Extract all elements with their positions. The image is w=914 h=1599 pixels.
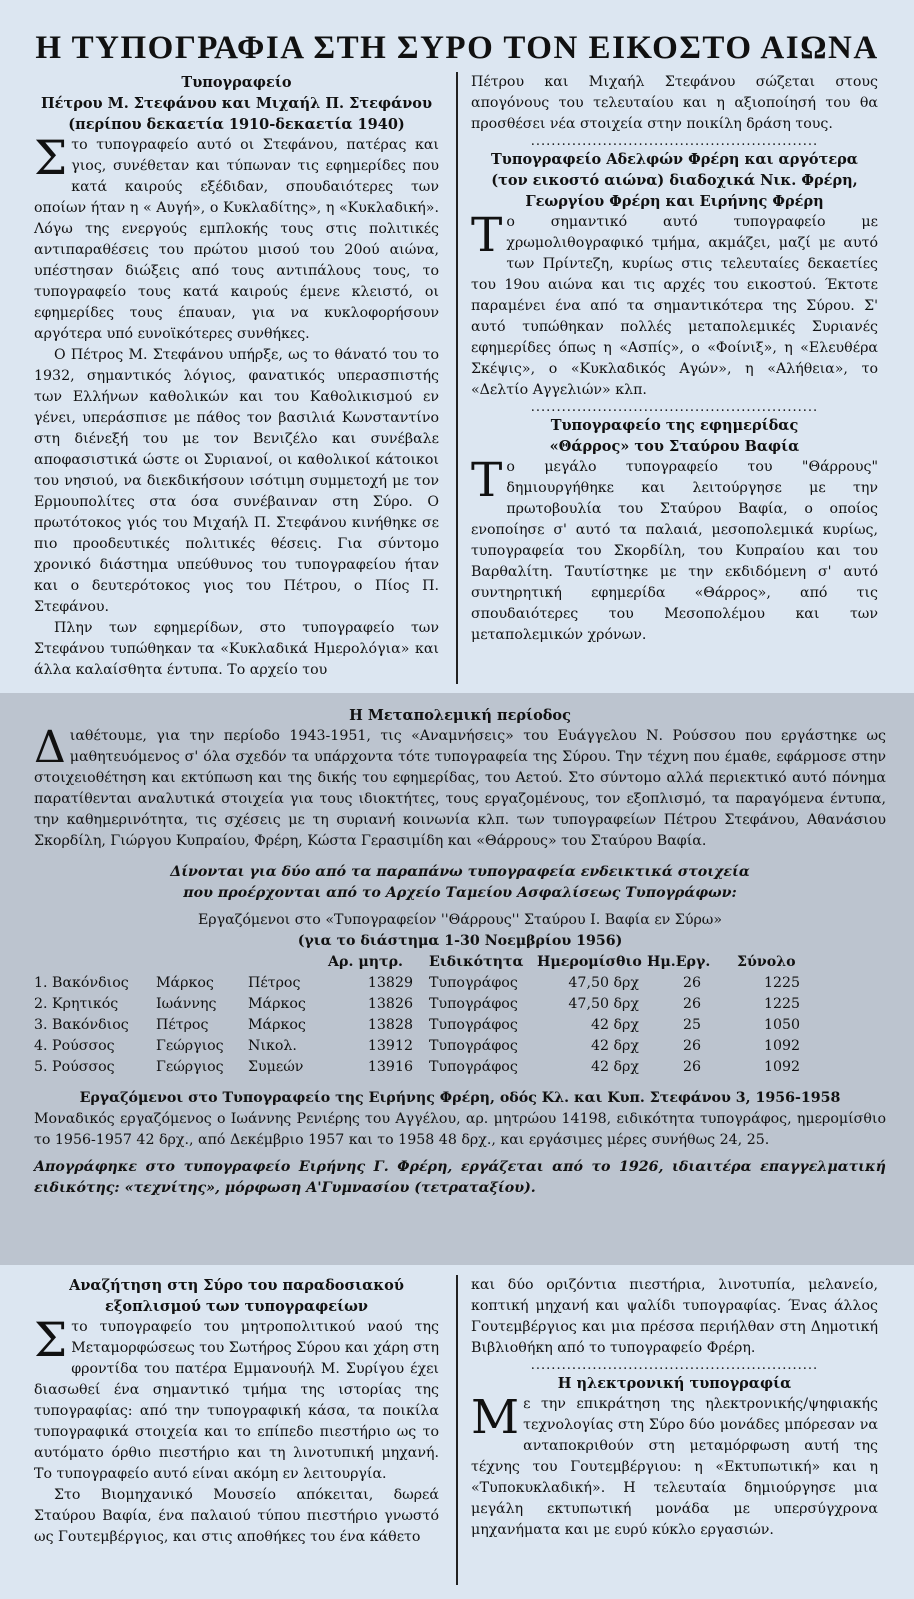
table-cell: 42 δρχ (590, 1038, 639, 1054)
table-cell: Μάρκος (248, 1017, 306, 1033)
drop-cap: Σ (34, 1313, 68, 1368)
paragraph: Με την επικράτηση της ηλεκτρονικής/ψηφιακής τεχνολογίας στη Σύρο δύο μονάδες μπόρεσαν να ανταποκριθούν στη μεταμόρφωση αυτή της τέχνης του Γουτεμβέργιου: η «Εκτυπωτική» και η «Τυποκυκλαδική». Η τελευταία δημιούργησε μια μεγάλη εκτυπωτική μονάδα με υπερσύγχρονα μηχανήματα και με ευρύ κύκλο εργασιών. (471, 1390, 878, 1538)
separator-dots: ........................................................ (530, 134, 819, 149)
table-row (34, 1057, 827, 1078)
intro-line: Δίνονται για δύο από τα παραπάνω τυπογραφεία ενδεικτικά στοιχεία (170, 864, 750, 880)
section-heading: Η ηλεκτρονική τυπογραφία (557, 1375, 792, 1392)
column-header: Σύνολο (737, 954, 796, 970)
separator-dots: ........................................................ (530, 400, 819, 415)
paragraph: Πέτρου και Μιχαήλ Στεφάνου σώζεται στους απογόνους του τελευταίου και η αξιοποίησή του θα προσθέσει νέα στοιχεία στην ποικίλη δράση τους. (471, 74, 878, 132)
table-cell: 26 (682, 996, 702, 1012)
table-cell: 13826 (367, 996, 413, 1012)
table-cell: Γεώργιος (156, 1038, 224, 1054)
table-cell: 1050 (763, 1017, 801, 1033)
column-header: Ειδικότητα (429, 954, 524, 970)
drop-cap: Τ (471, 453, 503, 508)
table-title: Εργαζόμενοι στο «Τυπογραφείον ''Θάρρους'' Σταύρου Ι. Βαφία εν Σύρω» (197, 912, 723, 928)
section-heading: Γεωργίου Φρέρη και Ειρήνης Φρέρη (525, 193, 824, 210)
table-cell: Τυπογράφος (429, 996, 518, 1012)
paragraph: Μοναδικός εργαζόμενος ο Ιωάννης Ρενιέρης του Αγγέλου, αρ. μητρώου 14198, ειδικότητα τυπογράφος, ημερομίσθιο το 1956-1957 42 δρχ., από Δεκέμβριο 1957 και το 1958 48 δρχ., και εργάσιμες μέρες συνήθως 24, 25. (34, 1111, 886, 1148)
table-cell: 26 (682, 1059, 702, 1075)
table-cell: 26 (682, 975, 702, 991)
table-cell: Νικολ. (248, 1038, 297, 1054)
table-cell: 47,50 δρχ (568, 975, 639, 991)
table-cell: 13828 (367, 1017, 413, 1033)
section-heading: Τυπογραφείο της εφημερίδας (550, 417, 799, 434)
note: Απογράφηκε στο τυπογραφείο Ειρήνης Γ. Φρέρη, εργάζεται από το 1926, ιδιαιτέρα επαγγελματική ειδικότης: «τεχνίτης», μόρφωση Α'Γυμνασίου (τετραταξίου). (34, 1159, 886, 1196)
table-cell: Πέτρος (156, 1017, 209, 1033)
table-cell: Τυπογράφος (429, 1017, 518, 1033)
column-header: Ημ.Εργ. (647, 954, 711, 970)
section-stefanou (34, 72, 439, 681)
table-cell: 1225 (763, 996, 801, 1012)
drop-cap: Σ (34, 131, 68, 186)
table-cell: Μάρκος (248, 996, 306, 1012)
table-cell: Πέτρος (248, 975, 301, 991)
table-cell: 42 δρχ (590, 1059, 639, 1075)
table-cell: 13829 (367, 975, 413, 991)
table-cell: Συμεών (248, 1059, 304, 1075)
section-frere-tharros (471, 72, 878, 646)
column-divider (456, 1275, 458, 1585)
paragraph: και δύο οριζόντια πιεστήρια, λινοτυπία, μελανείο, κοπτική μηχανή και ψαλίδι τυπογραφίας. Ένας άλλος Γουτεμβέργιος και μια πρέσσα περιήλθαν στη Δημοτική Βιβλιοθήκη από το τυπογραφείο Φρέρη. (471, 1277, 878, 1356)
section-heading: (τον εικοστό αιώνα) διαδοχικά Νικ. Φρέρη, (491, 172, 858, 189)
table-cell: 1. Βακόνδιος (34, 975, 129, 991)
table-subtitle: (για το διάστημα 1-30 Νοεμβρίου 1956) (297, 933, 623, 949)
paragraph: Ο Πέτρος Μ. Στεφάνου υπήρξε, ως το θάνατό του το 1932, σημαντικός λόγιος, φανατικός υπερασπιστής των Ελλήνων καθολικών και του Καθολικισμού εν γένει, υπεράσπισε με πάθος τον βασιλιά Κωνσταντίνο στη διένεξή του με τον Βενιζέλο και συνέβαλε αποφασιστικά ώστε οι Συριανοί, οι καθολικοί κάτοικοι του νησιού, να διεκδικήσουν ισότιμη συμμετοχή με τον Ερμουπολίτες στα όσα συνέβαιναν στη Σύρο. Ο πρωτότοκος γιός του Μιχαήλ Π. Στεφάνου κινήθηκε σε πιο προοδευτικές πολιτικές θέσεις. Για σύντομο χρονικό διάστημα υπεύθυνος του τυπογραφείου ήταν και ο δευτερότοκος γιος του Πέτρου, ο Πίος Π. Στεφάνου. (34, 347, 439, 615)
table-cell: Τυπογράφος (429, 1038, 518, 1054)
paragraph: Διαθέτουμε, για την περίοδο 1943-1951, τις «Αναμνήσεις» του Ευάγγελου Ν. Ρούσσου που εργάστηκε ως μαθητευόμενος σ' όλα σχεδόν τα υπάρχοντα τότε τυπογραφεία της Σύρου. Την τέχνη που έμαθε, εφάρμοσε στην στοιχειοθέτηση και εκτύπωση και της δικής του εφημερίδας, του Αετού. Στο σύντομο αλλά περιεκτικό αυτό πόνημα παρατίθενται αναλυτικά στοιχεία για τους ιδιοκτήτες, τους εργαζομένους, τον εξοπλισμό, τα παραγόμενα έντυπα, την καθημερινότητα, τις σχέσεις με τη συριανή κοινωνία κλπ. των τυπογραφείων Πέτρου Στεφάνου, Αθανάσιου Σκορδίλη, Γιώργου Κυπραίου, Φρέρη, Κώστα Γερασιμίδη και «Θάρρους» του Σταύρου Βαφία. (34, 722, 886, 849)
drop-cap: Τ (471, 208, 503, 263)
table-header-row (34, 952, 827, 973)
paragraph: Στο τυπογραφείο του μητροπολιτικού ναού της Μεταμορφώσεως του Σωτήρος Σύρου και χάρη στη φροντίδα του πατέρα Εμμανουήλ Μ. Συρίγου έχει διασωθεί ένα σημαντικό τμήμα της ιστορίας της τυπογραφίας: από την τυπογραφική κάσα, τα ποικίλα τυπογραφικά στοιχεία και το επίπεδο πιεστήριο ως το αυτόματο όρθιο πιεστήριο και τη λινοτυπική μηχανή. Το τυπογραφείο αυτό είναι ακόμη εν λειτουργία. (34, 1313, 439, 1482)
table-cell: 25 (682, 1017, 702, 1033)
table-cell: 5. Ρούσσος (34, 1059, 115, 1075)
section-heading: «Θάρρος» του Σταύρου Βαφία (549, 438, 800, 455)
table-row (34, 973, 827, 994)
table-cell: 47,50 δρχ (568, 996, 639, 1012)
column-divider (456, 72, 458, 684)
column-header: Αρ. μητρ. (328, 954, 403, 970)
table-cell: 13912 (367, 1038, 413, 1054)
table-cell: 2. Κρητικός (34, 996, 119, 1012)
table-cell: 1225 (763, 975, 801, 991)
section-heading: Η Μεταπολεμική περίοδος (349, 707, 571, 724)
table-cell: 13916 (367, 1059, 413, 1075)
section-heading: Αναζήτηση στη Σύρο του παραδοσιακού (69, 1277, 404, 1294)
section-equipment (34, 1275, 439, 1548)
paragraph: Στο τυπογραφείο αυτό οι Στεφάνου, πατέρας και γιος, συνέθεταν και τύπωναν τις εφημερίδες που κατά καιρούς εξέδιδαν, σπουδαιότερες των οποίων ήταν η « Αυγή», ο Κυκλαδίτης», η «Κυκλαδική». Λόγω της ενεργούς εμπλοκής τους στις πολιτικές αντιπαραθέσεις του πρώτου μισού του 20ού αιώνα, υπέστησαν διώξεις από τους αντιπάλους τους, το τυπογραφείο τους κατά καιρούς έμενε κλειστό, οι εφημερίδες τους έπαυαν, για να κυκλοφορήσουν αργότερα υπό ευνοϊκότερες συνθήκες. (34, 131, 439, 342)
table-cell: 4. Ρούσσος (34, 1038, 115, 1054)
table-cell: Γεώργιος (156, 1059, 224, 1075)
table-cell: 26 (682, 1038, 702, 1054)
table-cell: 3. Βακόνδιος (34, 1017, 129, 1033)
table-row (34, 994, 827, 1015)
table-cell: Τυπογράφος (429, 975, 518, 991)
table-cell: Τυπογράφος (429, 1059, 518, 1075)
frere-employees-title: Εργαζόμενοι στο Τυπογραφείο της Ειρήνης Φρέρη, οδός Κλ. και Κυπ. Στεφάνου 3, 1956-1958 (79, 1090, 841, 1106)
paragraph: Το σημαντικό αυτό τυπογραφείο με χρωμολιθογραφικό τμήμα, ακμάζει, μαζί με αυτό των Πρίντεζη, κυρίως στις τελευταίες δεκαετίες του 19ου αιώνα και τις αρχές του εικοστού. Έκτοτε παραμένει ένα από τα σημαντικότερα της Σύρου. Σ' αυτό τυπώθηκαν πολλές μεταπολεμικές Συριανές εφημερίδες όπως η «Ασπίς», ο «Φοίνιξ», η «Ελευθέρα Σκέψις», ο «Κυκλαδικός Αγών», η «Αλήθεια», το «Δελτίο Αγγελιών» κλπ. (471, 208, 878, 398)
section-heading: εξοπλισμού των τυπογραφείων (105, 1298, 368, 1315)
table-cell: 1092 (763, 1038, 801, 1054)
table-cell: Ιωάννης (156, 996, 217, 1012)
table-row (34, 1015, 827, 1036)
separator-dots: ........................................................ (530, 1358, 819, 1373)
table-cell: 1092 (763, 1059, 801, 1075)
drop-cap: Μ (471, 1390, 520, 1445)
paragraph: Πλην των εφημερίδων, στο τυπογραφείο των Στεφάνου τυπώθηκαν τα «Κυκλαδικά Ημερολόγια» και άλλα καλαίσθητα έντυπα. Το αρχείο του (34, 620, 439, 678)
table-cell: 42 δρχ (590, 1017, 639, 1033)
paragraph: Στο Βιομηχανικό Μουσείο απόκειται, δωρεά Σταύρου Βαφία, ένα παλαιού τύπου πιεστήριο γνωστό ως Γουτεμβέργιος, και στις αποθήκες του ένα κάθετο (34, 1487, 439, 1545)
drop-cap: Δ (34, 722, 66, 773)
section-electronic (471, 1275, 878, 1541)
column-header: Ημερομίσθιο (537, 954, 642, 970)
section-heading: Τυπογραφείο (181, 74, 292, 91)
table-cell: Μάρκος (156, 975, 214, 991)
table-row (34, 1036, 827, 1057)
paragraph: Το μεγάλο τυπογραφείο του "Θάρρους" δημιουργήθηκε και λειτούργησε με την πρωτοβουλία του Σταύρου Βαφία, ο οποίος ενοποίησε σ' αυτό τα παλαιά, μεσοπολεμικά κυρίως, τυπογραφεία του Σκορδίλη, του Κυπραίου και του Βαρθαλίτη. Ταυτίστηκε με την εκδιδόμενη σ' αυτό συντηρητική εφημερίδα «Θάρρος», από τις σπουδαιότερες του Μεσοπολέμου και των μεταπολεμικών χρόνων. (471, 453, 878, 643)
postwar-section (0, 693, 914, 1265)
section-heading: Τυπογραφείο Αδελφών Φρέρη και αργότερα (491, 151, 858, 168)
section-heading: (περίπου δεκαετία 1910-δεκαετία 1940) (68, 116, 405, 133)
intro-line: που προέρχονται από το Αρχείο Ταμείου Ασφαλίσεως Τυπογράφων: (183, 885, 737, 901)
employees-table (34, 952, 827, 1078)
page-title: Η ΤΥΠΟΓΡΑΦΙΑ ΣΤΗ ΣΥΡΟ ΤΟΝ ΕΙΚΟΣΤΟ ΑΙΩΝΑ (35, 30, 879, 66)
section-heading: Πέτρου Μ. Στεφάνου και Μιχαήλ Π. Στεφάνου (40, 95, 433, 112)
